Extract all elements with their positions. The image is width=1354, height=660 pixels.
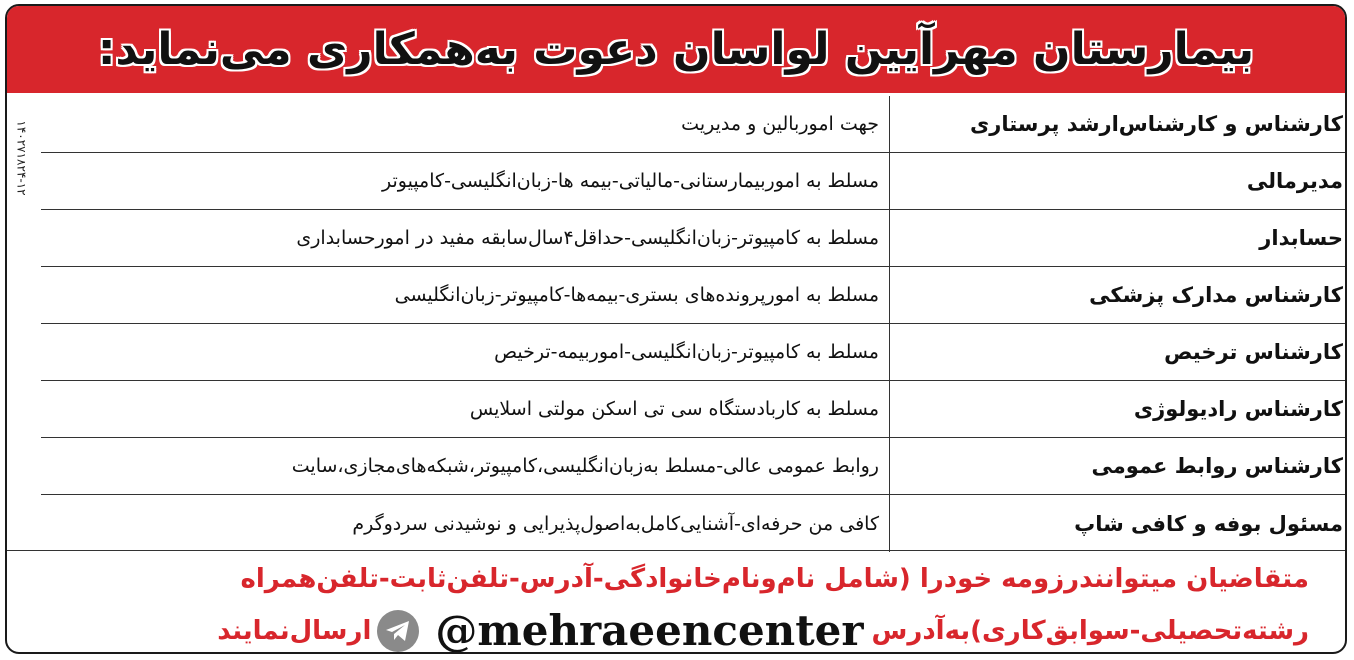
header-banner <box>7 6 1345 93</box>
table-row <box>41 267 1347 324</box>
footer <box>7 552 1345 654</box>
position-requirements: جهت اموربالین و مدیریت <box>681 113 879 135</box>
position-title: کارشناس مدارک پزشکی <box>889 267 1347 323</box>
table-row <box>41 381 1347 438</box>
position-title: کارشناس روابط عمومی <box>889 438 1347 494</box>
footer-line-2 <box>217 606 1309 654</box>
positions-table <box>41 96 1347 552</box>
side-code <box>7 98 37 218</box>
position-requirements: مسلط به امورپرونده‌های بستری-بیمه‌ها-کامپیوتر-زبان‌انگلیسی <box>394 284 879 306</box>
table-row <box>41 153 1347 210</box>
table-row <box>41 324 1347 381</box>
telegram-icon <box>377 610 419 652</box>
position-title: مدیرمالی <box>889 153 1347 209</box>
telegram-handle: @mehraeencenter <box>435 606 864 654</box>
table-row <box>41 210 1347 267</box>
side-code-text: ۱۴۰۲۷۱۸۲۴-۱۲ <box>15 120 30 196</box>
position-title: حسابدار <box>889 210 1347 266</box>
position-title: کارشناس ترخیص <box>889 324 1347 380</box>
position-requirements: مسلط به کامپیوتر-زبان‌انگلیسی-اموربیمه-ترخیص <box>494 341 879 363</box>
page-title: بیمارستان مهرآیین لواسان دعوت به‌همکاری می‌نماید: <box>97 24 1255 75</box>
table-row <box>41 495 1347 552</box>
footer-line-1: متقاضیان میتوانندرزومه خودرا (شامل نام‌ونام‌خانوادگی-آدرس-تلفن‌ثابت-تلفن‌همراه <box>240 564 1309 594</box>
footer-line-2-end: ارسال‌نمایند <box>217 616 372 646</box>
position-title: کارشناس رادیولوژی <box>889 381 1347 437</box>
table-row <box>41 438 1347 495</box>
position-title: کارشناس و کارشناس‌ارشد پرستاری <box>889 96 1347 152</box>
position-title: مسئول بوفه و کافی شاپ <box>889 495 1347 552</box>
position-requirements: مسلط به اموربیمارستانی-مالیاتی-بیمه ها-زبان‌انگلیسی-کامپیوتر <box>382 170 879 192</box>
footer-line-2-start: رشته‌تحصیلی-سوابق‌کاری)به‌آدرس <box>871 616 1309 646</box>
position-requirements: کافی من حرفه‌ای-آشنایی‌کامل‌به‌اصول‌پذیرایی و نوشیدنی سردوگرم <box>352 512 879 535</box>
table-divider <box>7 550 1345 551</box>
position-requirements: مسلط به کاربادستگاه سی تی اسکن مولتی اسلایس <box>469 398 879 420</box>
position-requirements: روابط عمومی عالی-مسلط به‌زبان‌انگلیسی،کامپیوتر،شبکه‌های‌مجازی،سایت <box>291 455 879 477</box>
table-row <box>41 96 1347 153</box>
position-requirements: مسلط به کامپیوتر-زبان‌انگلیسی-حداقل۴سال‌سابقه مفید در امورحسابداری <box>296 227 879 249</box>
advertisement-frame <box>5 4 1347 654</box>
